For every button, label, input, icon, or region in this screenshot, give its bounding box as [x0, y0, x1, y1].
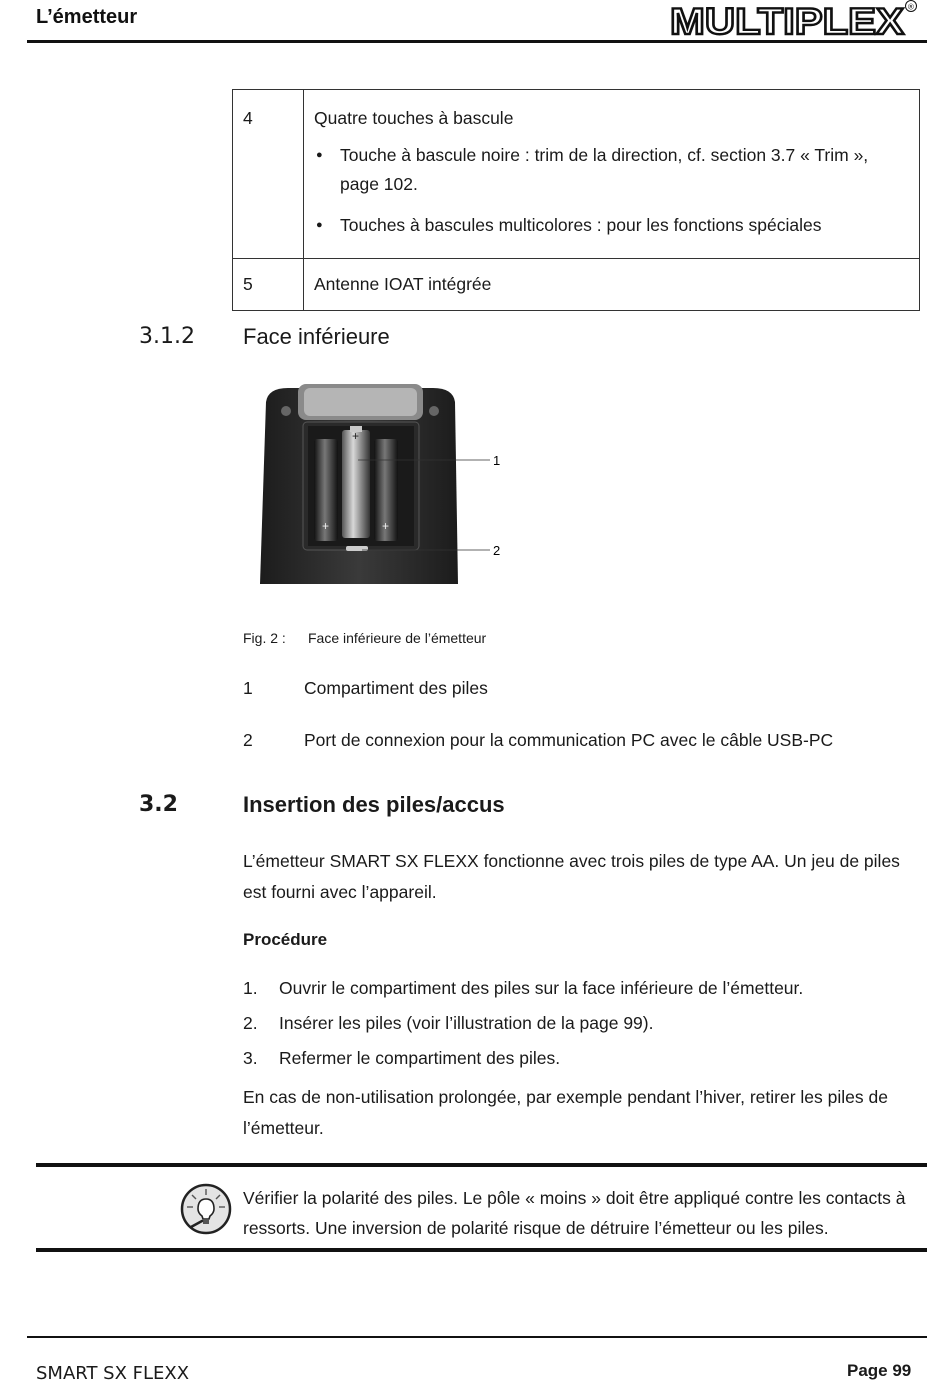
callout-1: 1 [493, 453, 501, 468]
section-number: 3.1.2 [139, 324, 195, 349]
lightbulb-icon [180, 1183, 232, 1235]
svg-text:+: + [382, 519, 390, 533]
legend-text: Port de connexion pour la communication PC avec le câble USB-PC [304, 730, 834, 750]
procedure-title: Procédure [243, 930, 328, 949]
footer-product-name: SMART SX FLEXX [36, 1363, 190, 1384]
table-row [233, 259, 920, 311]
intro-paragraph: L’émetteur SMART SX FLEXX fonctionne avec trois piles de type AA. Un jeu de piles est fourni avec l’appareil. [243, 851, 900, 902]
step-number: 1. [243, 978, 258, 998]
registered-mark: ® [908, 2, 914, 12]
brand-wordmark: MULTIPLEX [670, 1, 905, 40]
step-text: Ouvrir le compartiment des piles sur la face inférieure de l’émetteur. [279, 978, 804, 998]
row-number: 4 [233, 90, 304, 259]
multiplex-logo [670, 0, 920, 40]
section-title: Face inférieure [243, 324, 390, 349]
storage-paragraph: En cas de non-utilisation prolongée, par exemple pendant l’hiver, retirer les piles de l’émetteur. [243, 1087, 888, 1138]
svg-text:+: + [352, 429, 360, 443]
page-header-title: L’émetteur [36, 6, 138, 28]
tip-text: Vérifier la polarité des piles. Le pôle « moins » doit être appliqué contre les contacts à ressorts. Une inversion de polarité risque de détruire l’émetteur ou les piles. [243, 1188, 906, 1238]
figure-caption-label: Fig. 2 : [243, 630, 286, 646]
legend-number: 2 [243, 730, 253, 750]
step-text: Refermer le compartiment des piles. [279, 1048, 561, 1068]
section-number: 3.2 [139, 792, 178, 817]
header-rule [27, 40, 927, 43]
bullet-item: ● Touches à bascules multicolores : pour les fonctions spéciales [314, 211, 909, 240]
step-text: Insérer les piles (voir l’illustration de la page 99). [279, 1013, 654, 1033]
callout-2: 2 [493, 543, 501, 558]
note-bottom-rule [36, 1248, 927, 1252]
svg-text:+: + [322, 519, 330, 533]
figure-caption-text: Face inférieure de l’émetteur [308, 630, 487, 646]
section-title: Insertion des piles/accus [243, 792, 505, 817]
row-number: 5 [233, 259, 304, 311]
legend-number: 1 [243, 678, 253, 698]
bullet-item: ● Touche à bascule noire : trim de la direction, cf. section 3.7 « Trim », page 102. [314, 141, 909, 199]
row-content [304, 90, 920, 259]
note-top-rule [36, 1163, 927, 1167]
step-number: 3. [243, 1048, 258, 1068]
legend-text: Compartiment des piles [304, 678, 488, 698]
row-title: Quatre touches à bascule [314, 108, 514, 128]
row-title: Antenne IOAT intégrée [304, 259, 920, 311]
features-table [232, 89, 920, 311]
step-number: 2. [243, 1013, 258, 1033]
footer-rule [27, 1336, 927, 1338]
battery-compartment-photo [258, 384, 508, 594]
page-number: Page 99 [847, 1361, 912, 1380]
table-row [233, 90, 920, 259]
